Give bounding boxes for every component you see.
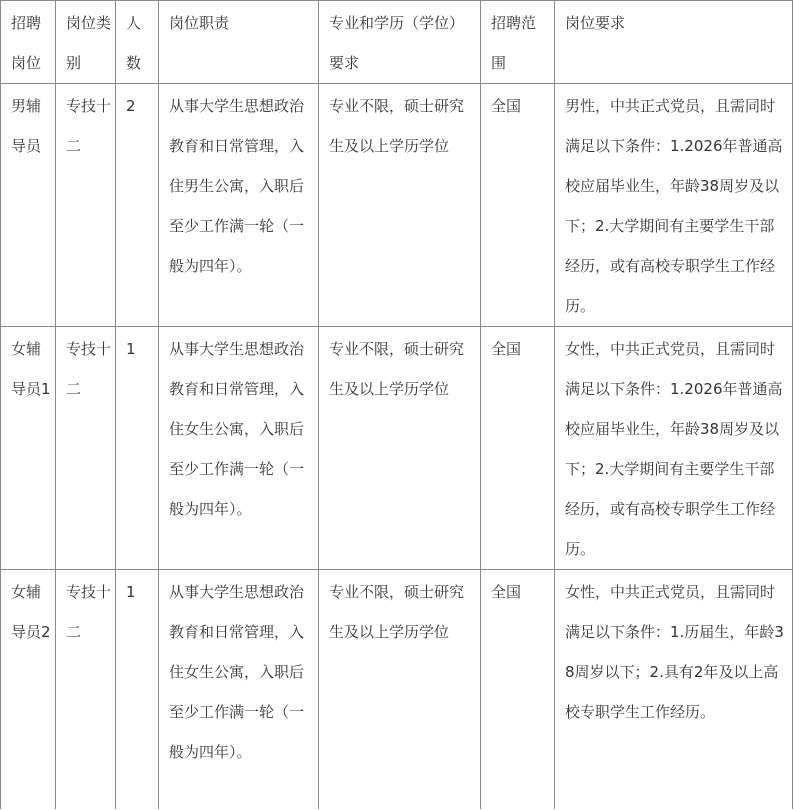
- header-category: 岗位类别: [56, 1, 116, 84]
- cell-duties: 从事大学生思想政治教育和日常管理，入住女生公寓，入职后至少工作满一轮（一般为四年）。: [159, 327, 319, 570]
- table-row: [1, 84, 793, 327]
- cell-count: 1: [116, 327, 159, 570]
- table-row: [1, 327, 793, 570]
- cell-education: 专业不限，硕士研究生及以上学历学位: [319, 570, 481, 810]
- cell-position: 男辅导员: [1, 84, 56, 327]
- cell-count: 1: [116, 570, 159, 810]
- table-row: [1, 570, 793, 810]
- cell-education: 专业不限，硕士研究生及以上学历学位: [319, 84, 481, 327]
- cell-duties: 从事大学生思想政治教育和日常管理，入住男生公寓，入职后至少工作满一轮（一般为四年）。: [159, 84, 319, 327]
- cell-position: 女辅导员1: [1, 327, 56, 570]
- header-education: 专业和学历（学位）要求: [319, 1, 481, 84]
- header-duties: 岗位职责: [159, 1, 319, 84]
- cell-scope: 全国: [481, 327, 555, 570]
- cell-position: 女辅导员2: [1, 570, 56, 810]
- cell-count: 2: [116, 84, 159, 327]
- cell-education: 专业不限，硕士研究生及以上学历学位: [319, 327, 481, 570]
- cell-category: 专技十二: [56, 84, 116, 327]
- header-position: 招聘岗位: [1, 1, 56, 84]
- cell-category: 专技十二: [56, 570, 116, 810]
- cell-scope: 全国: [481, 84, 555, 327]
- cell-requirements: 女性，中共正式党员，且需同时满足以下条件：1.历届生，年龄38周岁以下；2.具有2年及以上高校专职学生工作经历。: [555, 570, 793, 810]
- table-header-row: [1, 1, 793, 84]
- header-requirements: 岗位要求: [555, 1, 793, 84]
- cell-scope: 全国: [481, 570, 555, 810]
- cell-duties: 从事大学生思想政治教育和日常管理，入住女生公寓，入职后至少工作满一轮（一般为四年）。: [159, 570, 319, 810]
- cell-requirements: 男性，中共正式党员，且需同时满足以下条件：1.2026年普通高校应届毕业生，年龄38周岁及以下；2.大学期间有主要学生干部经历，或有高校专职学生工作经历。: [555, 84, 793, 327]
- cell-category: 专技十二: [56, 327, 116, 570]
- header-scope: 招聘范围: [481, 1, 555, 84]
- header-count: 人数: [116, 1, 159, 84]
- cell-requirements: 女性，中共正式党员，且需同时满足以下条件：1.2026年普通高校应届毕业生，年龄38周岁及以下；2.大学期间有主要学生干部经历，或有高校专职学生工作经历。: [555, 327, 793, 570]
